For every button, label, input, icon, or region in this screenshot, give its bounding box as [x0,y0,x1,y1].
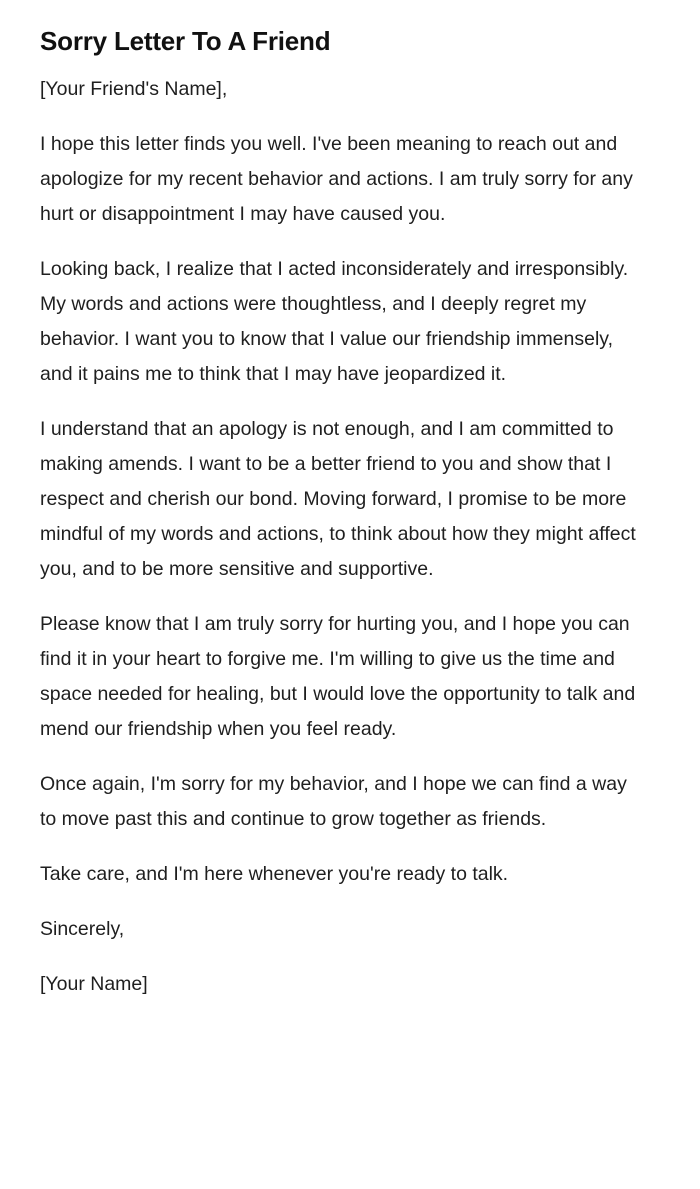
signature-name: [Your Name] [40,973,148,995]
closing-remark: Take care, and I'm here whenever you're ready to talk. [40,863,509,885]
salutation: [Your Friend's Name], [40,78,228,100]
body-paragraph-closing: Once again, I'm sorry for my behavior, and I hope we can find a way to move past this and continue to grow together as friends. [40,773,627,830]
letter-document [40,22,640,1022]
sign-off: Sincerely, [40,918,125,940]
body-paragraph-opening: I hope this letter finds you well. I've been meaning to reach out and apologize for my recent behavior and actions. I am truly sorry for any hurt or disappointment I may have caused you. [40,133,633,225]
document-title: Sorry Letter To A Friend [40,26,331,56]
body-paragraph-amends: I understand that an apology is not enough, and I am committed to making amends. I want to be a better friend to you and show that I respect and cherish our bond. Moving forward, I promise to be more mindful of my words and actions, to think about how they might affect you, and to be more sensitive and supportive. [40,418,636,580]
body-paragraph-reflection: Looking back, I realize that I acted inconsiderately and irresponsibly. My words and actions were thoughtless, and I deeply regret my behavior. I want you to know that I value our friendship immensely, and it pains me to think that I may have jeopardized it. [40,258,629,385]
body-paragraph-forgiveness: Please know that I am truly sorry for hurting you, and I hope you can find it in your heart to forgive me. I'm willing to give us the time and space needed for healing, but I would love the opportunity to talk and mend our friendship when you feel ready. [40,613,636,740]
